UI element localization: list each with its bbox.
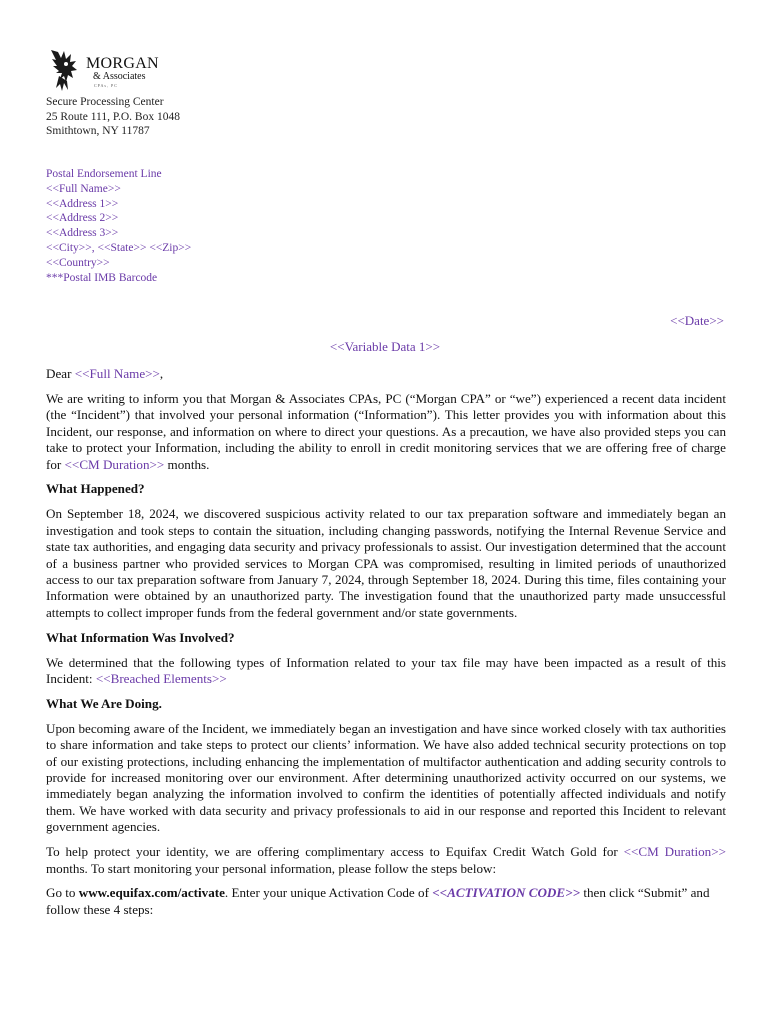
cm-duration: <<CM Duration>> [623, 844, 726, 860]
logo-subtitle: & Associates [93, 71, 146, 82]
recipient-line: <<Address 3>> [46, 227, 119, 240]
recipient-line: <<Full Name>> [46, 182, 121, 195]
equifax-link[interactable]: www.equifax.com/activate [78, 885, 225, 901]
salutation-name: <<Full Name>> [74, 366, 160, 381]
recipient-line: <<Country>> [46, 256, 110, 269]
letter-body [46, 366, 726, 927]
section-heading: What Information Was Involved? [46, 629, 235, 645]
recipient-line: <<Address 2>> [46, 212, 119, 225]
letter-date: <<Date>> [670, 313, 724, 328]
return-address [46, 95, 180, 139]
intro-paragraph: We are writing to inform you that Morgan & Associates CPAs, PC (“Morgan CPA” or “we”) experienced a recent data incident (the “Incident”) that involved your personal information (“Information”). This letter provides you with information about this Incident, our response, and information on where to direct your questions. As a precaution, we have also provided steps you can take to protect your Information, including the ability to enroll in credit monitoring services that we are offering free of charge for <<CM Duration>> months. [46, 390, 726, 472]
section-heading: What Happened? [46, 481, 145, 497]
salutation: Dear <<Full Name>>, [46, 366, 164, 381]
cm-duration: <<CM Duration>> [64, 456, 165, 472]
company-logo [46, 46, 161, 92]
recipient-block [46, 167, 191, 285]
offer-paragraph: To help protect your identity, we are offering complimentary access to Equifax Credit Watch Gold for <<CM Duration>> months. To start monitoring your personal information, please follow the steps below: [46, 844, 726, 876]
recipient-line: Postal Endorsement Line [46, 168, 162, 180]
variable-data: <<Variable Data 1>> [329, 339, 441, 354]
return-address-line: Secure Processing Center [46, 96, 164, 108]
activate-paragraph: Go to www.equifax.com/activate. Enter your unique Activation Code of <<ACTIVATION CODE>> then click “Submit” and follow these 4 steps: [46, 885, 710, 917]
what-happened-paragraph: On September 18, 2024, we discovered suspicious activity related to our tax preparation software and immediately began an investigation and took steps to contain the situation, including changing passwords, notifying the Internal Revenue Service and state tax authorities, and engaging data security and privacy professionals to assist. Our investigation determined that the account of a business partner who provided services to Morgan CPA was compromised, resulting in limited periods of unauthorized access to our tax preparation software from January 7, 2024, through September 18, 2024. During this time, files containing your Information were obtained by an unauthorized party. The investigation found that the unauthorized party made unsuccessful attempts to collect improper funds from the federal government and/or state governments. [46, 506, 726, 620]
info-involved-paragraph: We determined that the following types of Information related to your tax file may have been impacted as a result of this Incident: <<Breached Elements>> [46, 654, 726, 686]
activation-code: <<ACTIVATION CODE>> [432, 885, 581, 901]
griffin-crest-icon [46, 46, 82, 92]
section-heading: What We Are Doing. [46, 695, 162, 711]
recipient-line: <<City>>, <<State>> <<Zip>> [46, 241, 192, 254]
return-address-line: 25 Route 111, P.O. Box 1048 [46, 110, 180, 123]
recipient-line: <<Address 1>> [46, 197, 119, 210]
recipient-line: ***Postal IMB Barcode [46, 271, 158, 284]
breached-elements: <<Breached Elements>> [95, 671, 227, 686]
what-doing-paragraph: Upon becoming aware of the Incident, we immediately began an investigation and have since worked closely with tax authorities to share information and take steps to protect our clients’ information. We have also added technical security protections on top of our existing protections, including enhancing the implementation of multifactor authentication and adding security controls to provide for increased monitoring over our environment. After determining unauthorized activity occurred on our systems, we immediately began analyzing the information involved to confirm the identities of potentially affected individuals and notify them. We have worked with data security and privacy professionals to aid in our response and reported this Incident to relevant government agencies. [46, 720, 726, 835]
logo-wordmark: MORGAN [86, 55, 159, 72]
return-address-line: Smithtown, NY 11787 [46, 125, 150, 137]
logo-tagline: CPAs, PC [94, 83, 118, 88]
